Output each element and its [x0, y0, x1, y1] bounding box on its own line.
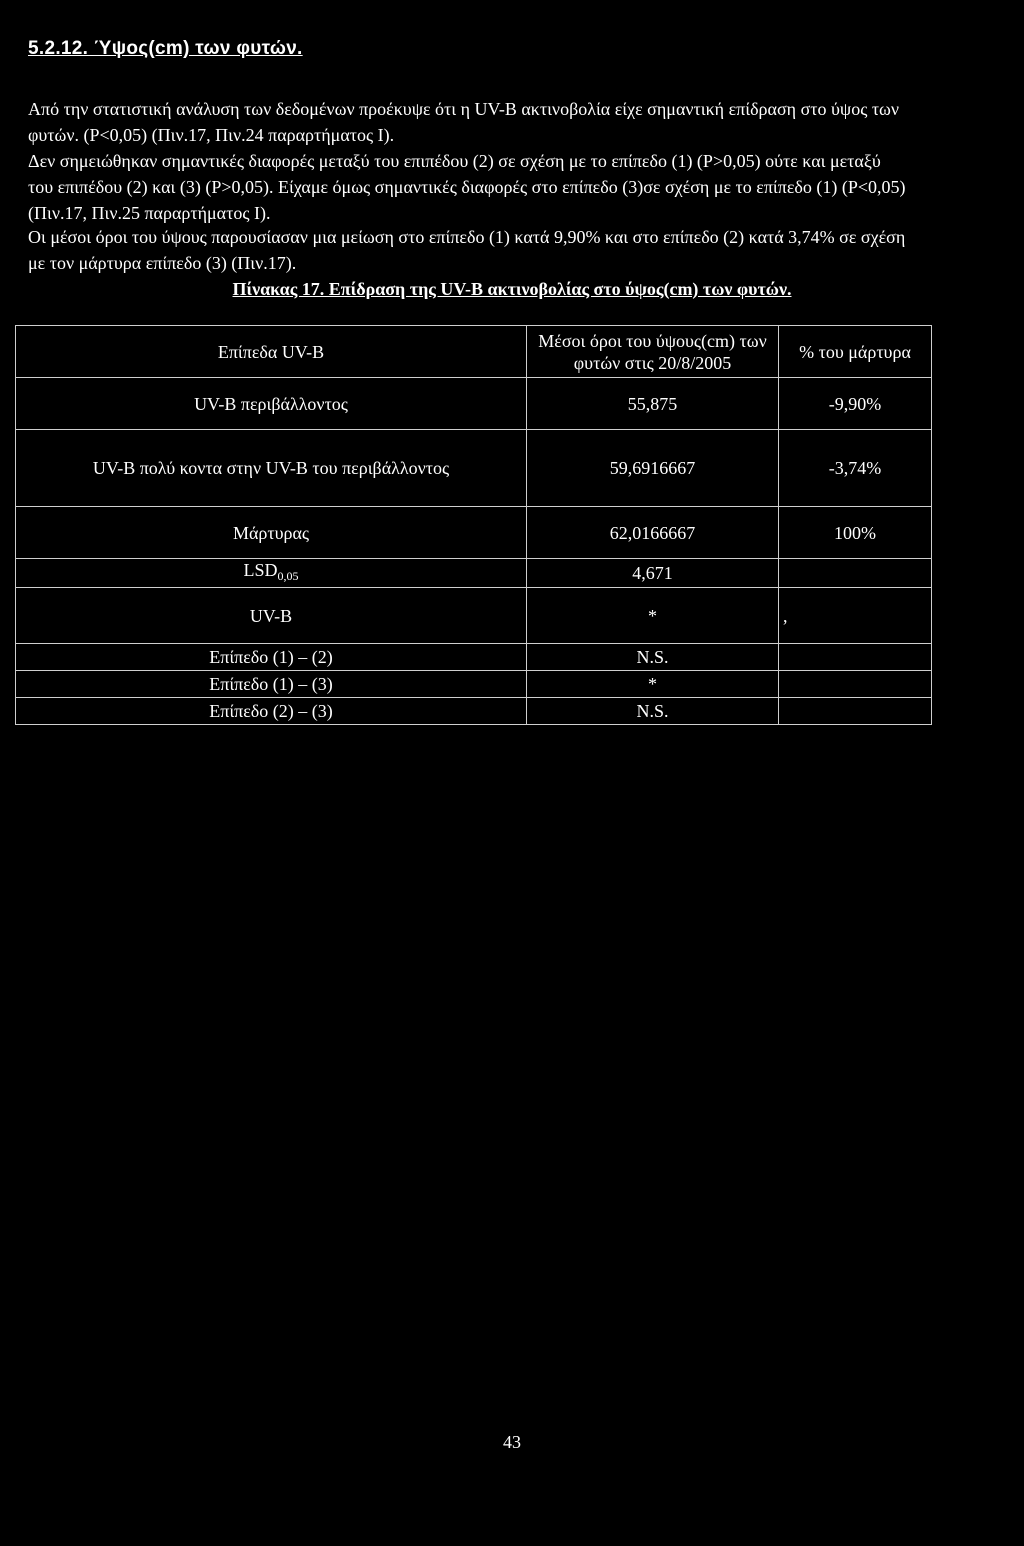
lsd-label: $LSD_{0,05}$ [16, 559, 527, 588]
comparison-row [16, 671, 932, 698]
paragraph-level-differences: Δεν σημειώθηκαν σημαντικές διαφορές μεταξύ του επιπέδου (2) σε σχέση με το επίπεδο (1) (P>0,05) ούτε και μεταξύ του επιπέδου (2) και (3) (P>0,05). Είχαμε όμως σημαντικές διαφορές στο επίπεδο (3)σε σχέση με το επίπεδο (1) (P<0,05) (Πιν.17, Πιν.25 παραρτήματος Ι). [28, 151, 906, 223]
row-mean: 59,6916667 [527, 430, 779, 507]
row-label: Μάρτυρας [16, 507, 527, 559]
table-row [16, 507, 932, 559]
row-label: UV-B περιβάλλοντος [16, 378, 527, 430]
comparison-label: Επίπεδο (1) – (3) [16, 671, 527, 698]
header-levels: Επίπεδα UV-B [16, 326, 527, 378]
comparison-row [16, 644, 932, 671]
uvb-label: UV-B [16, 588, 527, 644]
row-mean: 62,0166667 [527, 507, 779, 559]
uvb-mark: , [779, 588, 932, 644]
header-control-percent: % του μάρτυρα [779, 326, 932, 378]
comparison-empty [779, 698, 932, 725]
table-row [16, 378, 932, 430]
header-mean-height: Μέσοι όροι του ύψους(cm) των φυτών στις 20/8/2005 [527, 326, 779, 378]
lsd-subscript: 0,05 [277, 569, 299, 583]
lsd-row [16, 559, 932, 588]
comparison-label: Επίπεδο (1) – (2) [16, 644, 527, 671]
results-table [15, 325, 932, 725]
comparison-label: Επίπεδο (2) – (3) [16, 698, 527, 725]
paragraph-statistical-result: Από την στατιστική ανάλυση των δεδομένων προέκυψε ότι η UV-B ακτινοβολία είχε σημαντική επίδραση στο ύψος των φυτών. (P<0,05) (Πιν.17, Πιν.24 παραρτήματος Ι). [28, 99, 900, 145]
table-header-row [16, 326, 932, 378]
comparison-value: N.S. [527, 644, 779, 671]
row-percent: -3,74% [779, 430, 932, 507]
page-number: 43 [503, 1432, 521, 1452]
section-heading: 5.2.12. Ύψος(cm) των φυτών. [28, 38, 303, 59]
table-caption: Πίνακας 17. Επίδραση της UV-B ακτινοβολίας στο ύψος(cm) των φυτών. [232, 279, 792, 299]
comparison-empty [779, 671, 932, 698]
row-mean: 55,875 [527, 378, 779, 430]
row-label: UV-B πολύ κοντα στην UV-B του περιβάλλοντος [16, 430, 527, 507]
comparison-value: * [527, 671, 779, 698]
lsd-empty [779, 559, 932, 588]
uvb-significance-row [16, 588, 932, 644]
comparison-empty [779, 644, 932, 671]
comparison-row [16, 698, 932, 725]
row-percent: 100% [779, 507, 932, 559]
lsd-value: 4,671 [527, 559, 779, 588]
table-row [16, 430, 932, 507]
uvb-value: * [527, 588, 779, 644]
comparison-value: N.S. [527, 698, 779, 725]
paragraph-mean-reduction: Οι μέσοι όροι του ύψους παρουσίασαν μια μείωση στο επίπεδο (1) κατά 9,90% και στο επίπεδο (2) κατά 3,74% σε σχέση με τον μάρτυρα επίπεδο (3) (Πιν.17). [28, 227, 906, 273]
row-percent: -9,90% [779, 378, 932, 430]
